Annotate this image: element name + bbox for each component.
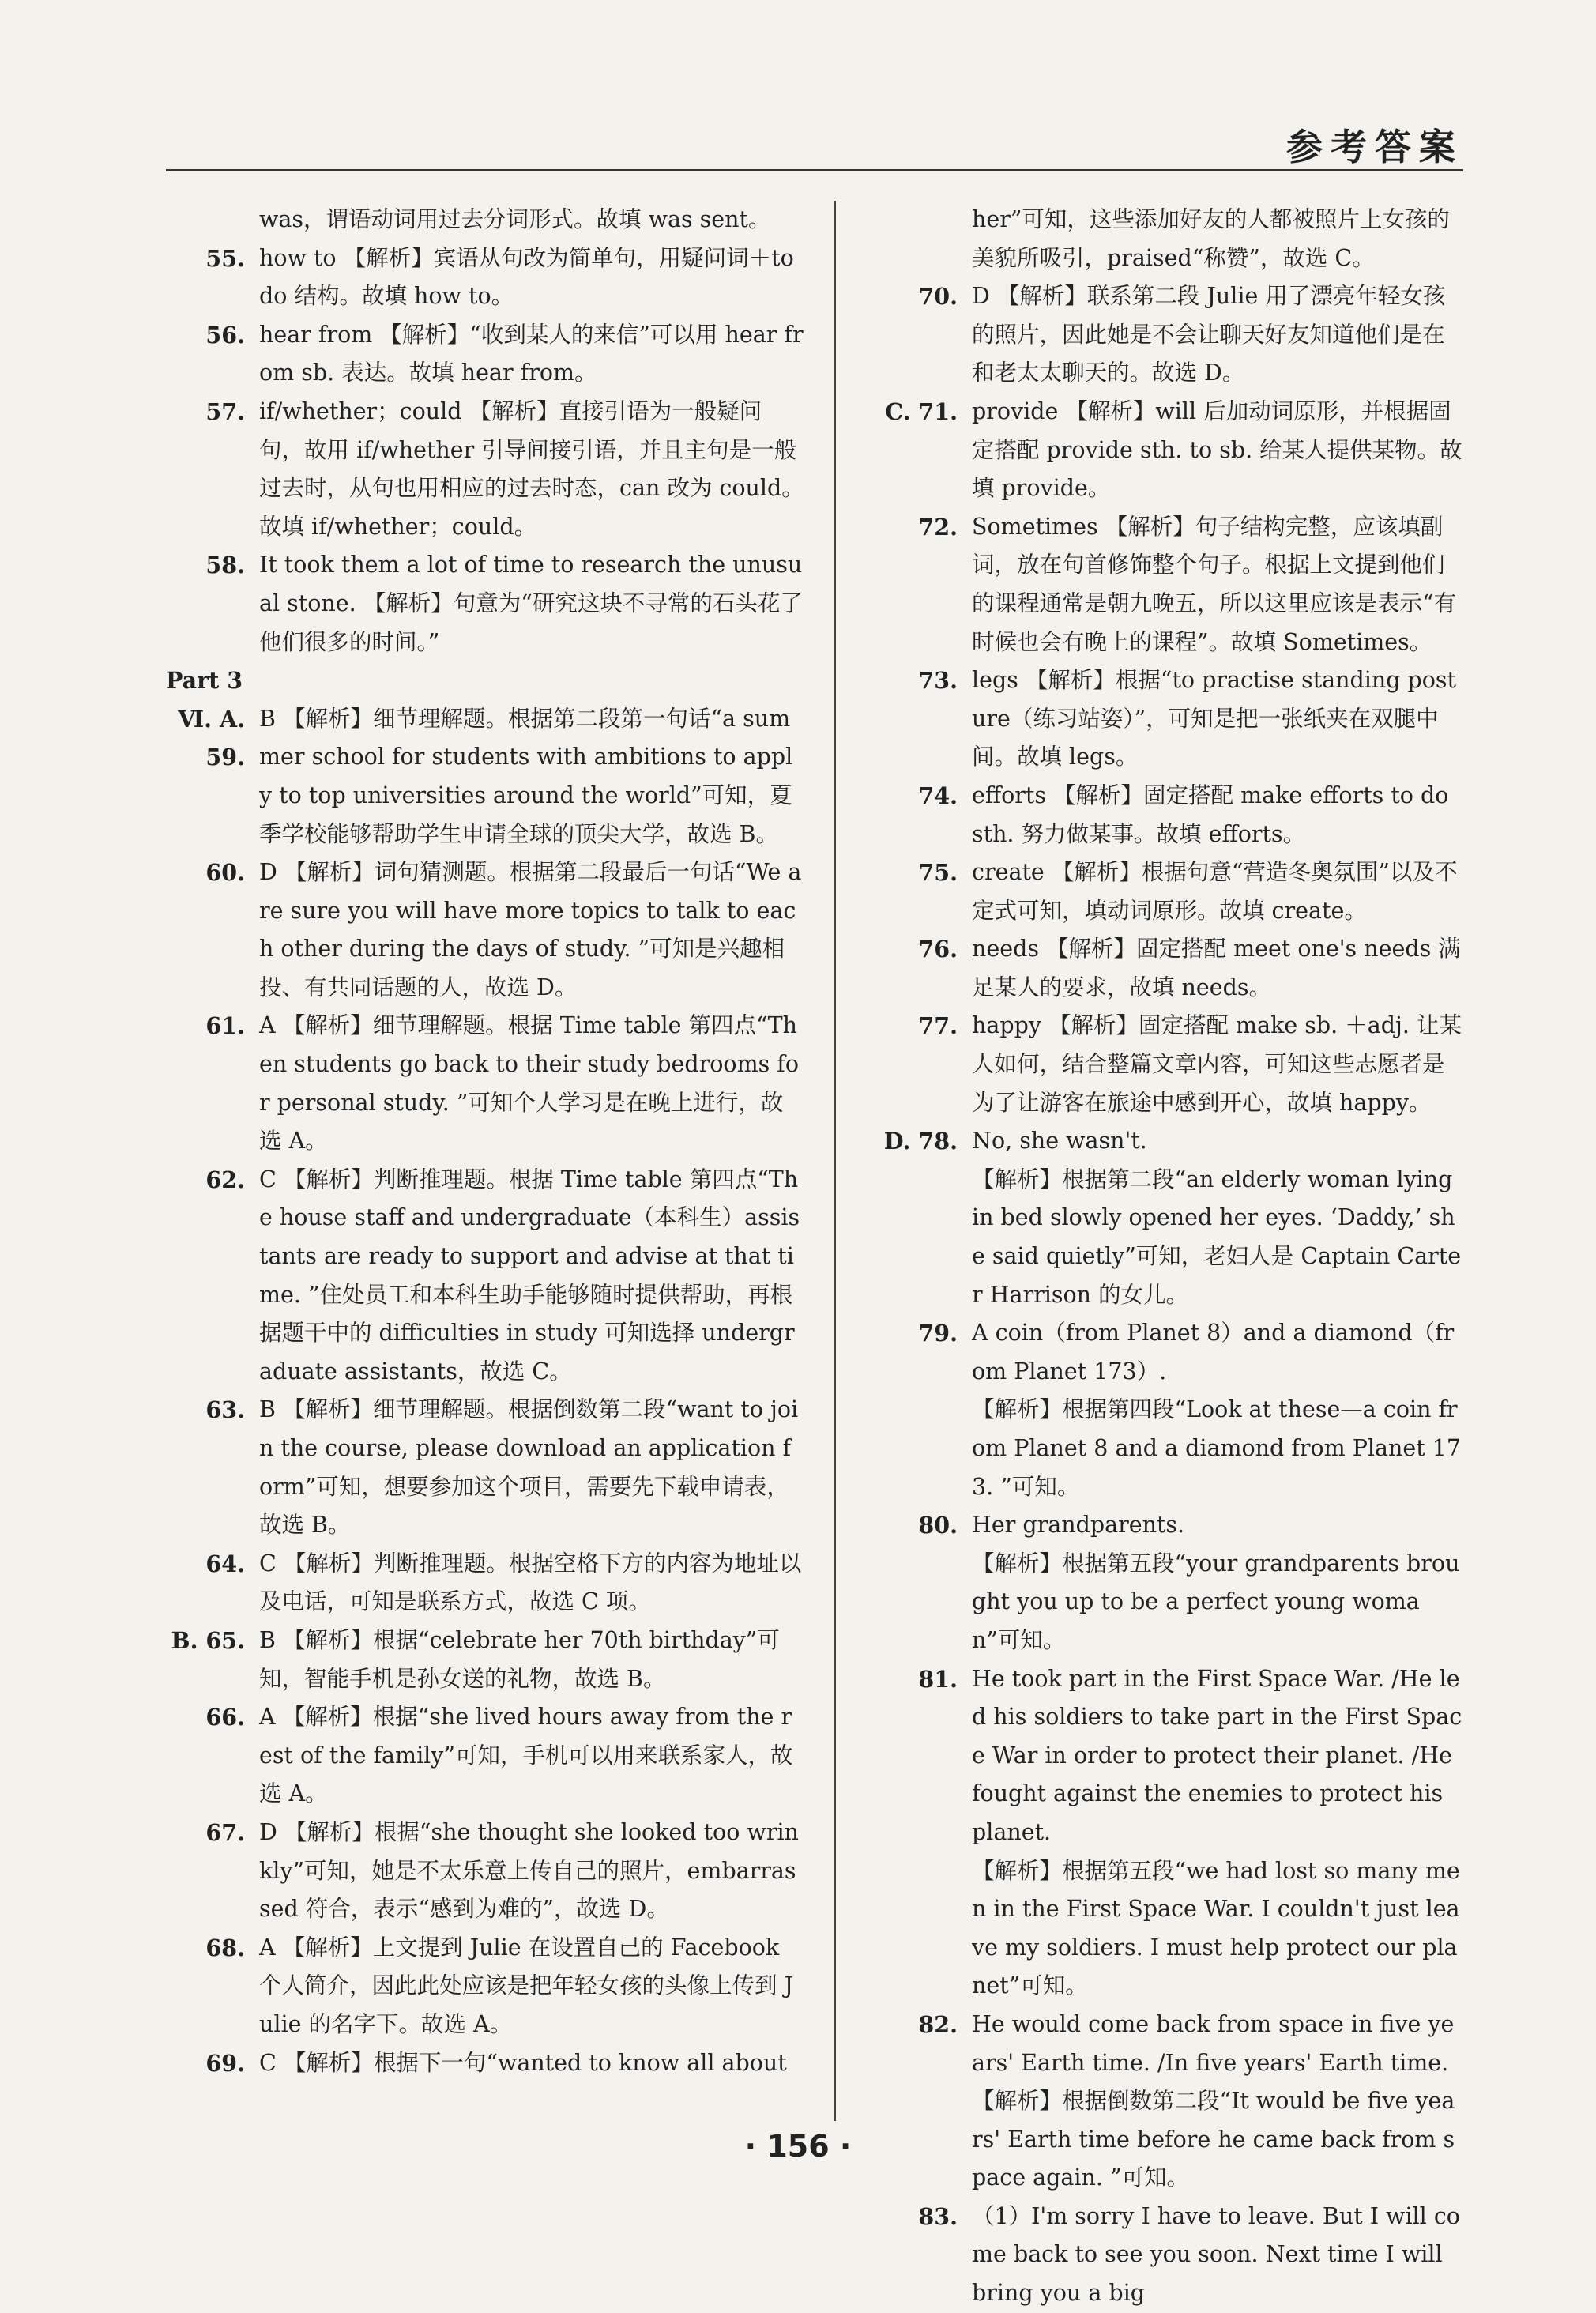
answer-78: D. 78. No, she wasn't. [883,1128,1147,1155]
answer-72: 72. Sometimes 【解析】句子结构完整，应该填副词，放在句首修饰整个句子。根据上文提到他们的课程通常是朝九晚五，所以这里应该是表示“有时候也会有晚上的课程”。故填 Sometimes。 [918,513,1457,655]
answer-68: 68. A 【解析】上文提到 Julie 在设置自己的 Facebook 个人简介，因此此处应该是把年轻女孩的头像上传到 Julie 的名字下。故选 A。 [205,1934,793,2037]
answer-63: 63. B 【解析】细节理解题。根据倒数第二段“want to join the course, please download an application form”可知，想要参加这个项目，需要先下载申请表，故选 B。 [205,1396,799,1539]
answer-74: 74. efforts 【解析】固定搭配 make efforts to do sth. 努力做某事。故填 efforts。 [918,782,1449,847]
answer-81: 81. He took part in the First Space War. /He led his soldiers to take part in the First Space War in order to protect their planet. /He fought against the enemies to protect his planet. [918,1665,1462,1845]
answer-69: 69. C 【解析】根据下一句“wanted to know all about [205,2049,787,2077]
answer-77: 77. happy 【解析】固定搭配 make sb. ＋adj. 让某人如何，结合整篇文章内容，可知这些志愿者是为了让游客在旅途中感到开心，故填 happy。 [918,1012,1462,1116]
answer-65: B. 65. B 【解析】根据“celebrate her 70th birthday”可知，智能手机是孙女送的礼物，故选 B。 [171,1626,780,1692]
answer-66: 66. A 【解析】根据“she lived hours away from the rest of the family”可知，手机可以用来联系家人，故选 A。 [205,1704,793,1807]
answer-59: Ⅵ. A. 59. B 【解析】细节理解题。根据第二段第一句话“a summer school for students with ambitions to apply to top universities around the world”可知，夏季学校能够帮助学生申请全球的顶尖大学，故选 B。 [178,705,793,847]
answer-70: 70. D 【解析】联系第二段 Julie 用了漂亮年轻女孩的照片，因此她是不会让聊天好友知道他们是在和老太太聊天的。故选 D。 [918,283,1446,386]
answer-82-analysis: 【解析】根据倒数第二段“It would be five years' Earth time before he came back from space again. ”可知。 [972,2088,1455,2191]
answer-83: 83. （1）I'm sorry I have to leave. But I will come back to see you soon. Next time I will bring you a big [918,2202,1460,2307]
answer-75: 75. create 【解析】根据句意“营造冬奥氛围”以及不定式可知，填动词原形。故填 create。 [918,859,1458,924]
left-column [166,201,804,2082]
answer-61: 61. A 【解析】细节理解题。根据 Time table 第四点“Then students go back to their study bedrooms for personal study. ”可知个人学习是在晚上进行，故选 A。 [205,1012,799,1155]
answer-line: her”可知，这些添加好友的人都被照片上女孩的美貌所吸引，praised“称赞”，故选 C。 [972,206,1450,271]
page-header-title: 参考答案 [1286,126,1463,168]
answer-73: 73. legs 【解析】根据“to practise standing posture（练习站姿）”，可知是把一张纸夹在双腿中间。故填 legs。 [918,667,1457,770]
answer-58: 58. It took them a lot of time to research the unusual stone. 【解析】句意为“研究这块不寻常的石头花了他们很多的时间。” [205,552,803,655]
answer-56: 56. hear from 【解析】“收到某人的来信”可以用 hear from sb. 表达。故填 hear from。 [205,321,804,386]
right-column [877,201,1463,2313]
answer-67: 67. D 【解析】根据“she thought she looked too wrinkly”可知，她是不太乐意上传自己的照片，embarrassed 符合，表示“感到为难的”，故选 D。 [205,1818,799,1923]
answer-81-analysis: 【解析】根据第五段“we had lost so many men in the First Space War. I couldn't just leave my soldiers. I must help protect our planet”可知。 [972,1857,1460,1999]
answer-80-analysis: 【解析】根据第五段“your grandparents brought you up to be a perfect young woman”可知。 [972,1550,1460,1653]
part-label: Part 3 [166,667,243,695]
answer-79-analysis: 【解析】根据第四段“Look at these—a coin from Planet 8 and a diamond from Planet 173. ”可知。 [972,1396,1462,1500]
answer-78-analysis: 【解析】根据第二段“an elderly woman lying in bed slowly opened her eyes. ‘Daddy,’ she said quietly”可知，老妇人是 Captain Carter Harrison 的女儿。 [972,1166,1462,1308]
answer-71: C. 71. provide 【解析】will 后加动词原形，并根据固定搭配 provide sth. to sb. 给某人提供某物。故填 provide。 [885,397,1462,502]
answer-60: 60. D 【解析】词句猜测题。根据第二段最后一句话“We are sure you will have more topics to talk to each other during the days of study. ”可知是兴趣相投、有共同话题的人，故选 D。 [205,859,802,1000]
column-divider [834,201,836,2121]
answer-62: 62. C 【解析】判断推理题。根据 Time table 第四点“The house staff and undergraduate（本科生）assistants are ready to support and advise at that time. ”住处员工和本科生助手能够随时提供帮助，再根据题干中的 difficulties in study 可知选择 undergraduate assistants，故选 C。 [205,1166,800,1384]
page-number: · 156 · [744,2129,852,2164]
answer-line: was，谓语动词用过去分词形式。故填 was sent。 [259,206,771,232]
answer-82: 82. He would come back from space in five years' Earth time. /In five years' Earth time. [918,2010,1455,2076]
header-rule [166,169,1463,171]
answer-79: 79. A coin（from Planet 8）and a diamond（from Planet 173）. [918,1320,1455,1384]
answer-64: 64. C 【解析】判断推理题。根据空格下方的内容为地址以及电话，可知是联系方式，故选 C 项。 [205,1550,802,1615]
answer-57: 57. if/whether；could 【解析】直接引语为一般疑问句，故用 if/whether 引导间接引语，并且主句是一般过去时，从句也用相应的过去时态，can 改为 could。故填 if/whether；could。 [205,397,804,540]
answer-55: 55. how to 【解析】宾语从句改为简单句，用疑问词＋to do 结构。故填 how to。 [205,244,794,310]
answer-80: 80. Her grandparents. [918,1512,1185,1539]
answer-76: 76. needs 【解析】固定搭配 meet one's needs 满足某人的要求，故填 needs。 [918,936,1461,1000]
